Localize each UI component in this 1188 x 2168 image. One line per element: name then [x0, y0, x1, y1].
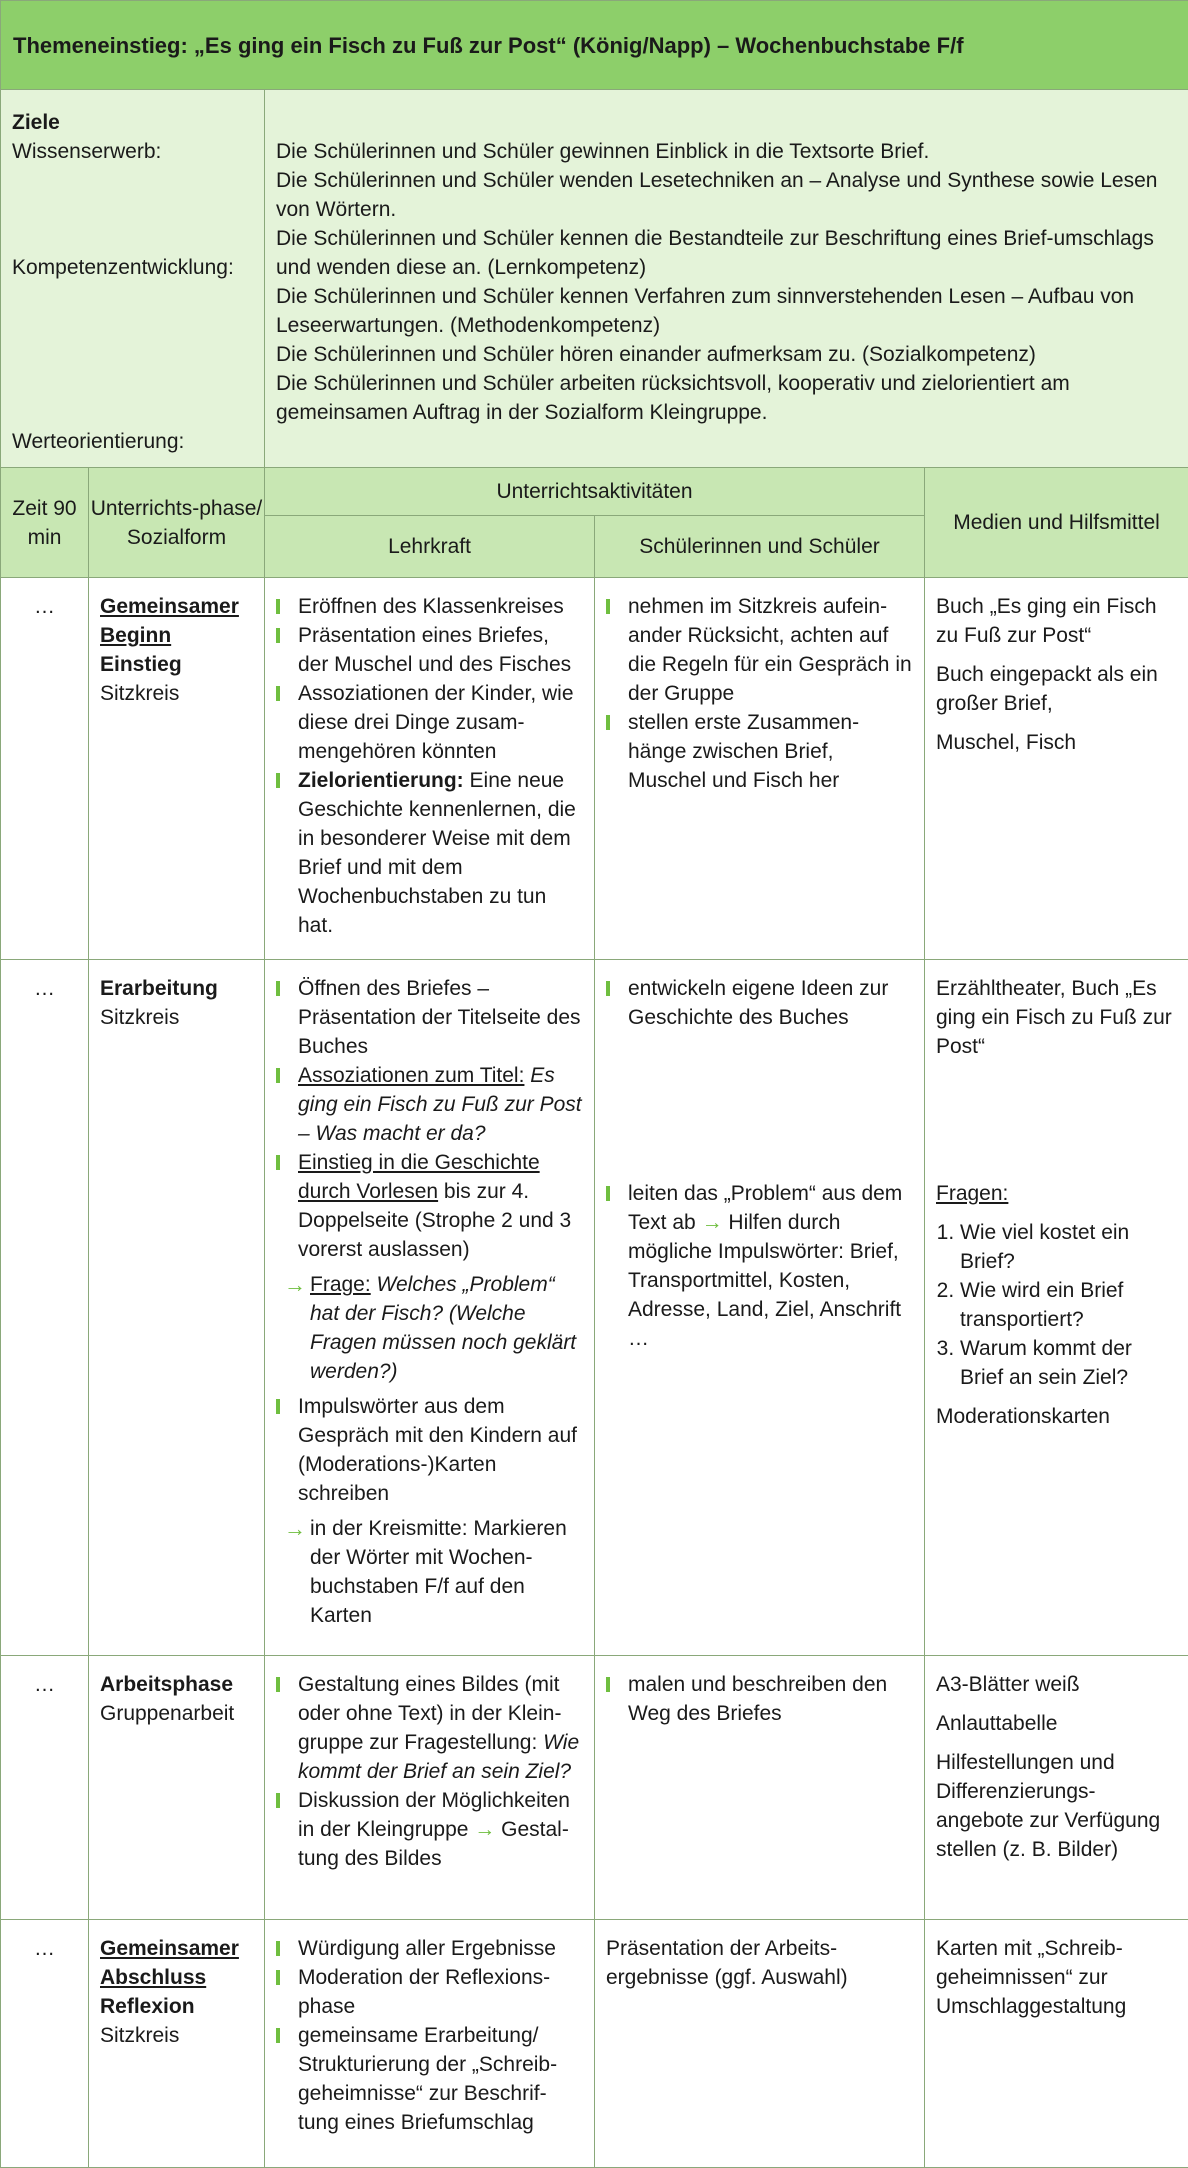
arrow-right-icon: →	[284, 1516, 306, 1541]
list-item: Assoziationen zum Titel: Es ging ein Fisch zu Fuß zur Post – Was macht er da?	[276, 1061, 583, 1148]
medium: Buch eingepackt als ein großer Brief,	[936, 663, 1158, 715]
header-phase: Unterrichts-phase/ Sozialform	[89, 468, 265, 578]
list-item: 2. Wie wird ein Brief transportiert?	[960, 1276, 1177, 1334]
medium: Muschel, Fisch	[936, 731, 1077, 754]
medium: Moderationskarten	[936, 1405, 1110, 1428]
schueler-cell	[595, 960, 925, 1656]
label-werte: Werteorientierung:	[12, 430, 185, 453]
ziel-text: Die Schülerinnen und Schüler arbeiten rücksichtsvoll, kooperativ und zielorientiert am gemeinsamen Auftrag in der Sozialform Kleingruppe.	[276, 372, 1070, 424]
table-row	[1, 1656, 1188, 1920]
list-item: Einstieg in die Geschichte durch Vorlesen bis zur 4. Doppelseite (Strophe 2 und 3 vorerst auslassen)	[276, 1148, 583, 1264]
zeit-cell: …	[1, 1920, 89, 2168]
list-item: entwickeln eigene Ideen zur Geschichte des Buches	[606, 974, 913, 1032]
medien-cell	[925, 1656, 1188, 1920]
arrow-right-icon: →	[284, 1272, 306, 1297]
list-item: Moderation der Reflexions-phase	[276, 1963, 583, 2021]
table-row	[1, 578, 1188, 960]
ziele-heading: Ziele	[12, 111, 60, 134]
list-item: Eröffnen des Klassenkreises	[276, 592, 583, 621]
arrow-right-icon: →	[474, 1818, 496, 1841]
lehrkraft-cell	[265, 1920, 595, 2168]
list-item: Gestaltung eines Bildes (mit oder ohne Text) in der Klein-gruppe zur Fragestellung: Wie kommt der Brief an sein Ziel?	[276, 1670, 583, 1786]
sozialform: Gruppenarbeit	[100, 1702, 235, 1725]
zeit-cell: …	[1, 1656, 89, 1920]
medium: A3-Blätter weiß	[936, 1673, 1080, 1696]
list-item: Präsentation der Arbeits-ergebnisse (ggf. Auswahl)	[606, 1937, 848, 1989]
header-lehrkraft: Lehrkraft	[265, 516, 595, 578]
list-item: Öffnen des Briefes – Präsentation der Titelseite des Buches	[276, 974, 583, 1061]
list-item: Zielorientierung: Eine neue Geschichte kennenlernen, die in besonderer Weise mit dem Brief und mit dem Wochenbuchstaben zu tun hat.	[276, 766, 583, 940]
sozialform: Sitzkreis	[100, 2024, 180, 2047]
phase-title: Gemeinsamer Abschluss	[100, 1937, 239, 1989]
list-item: stellen erste Zusammen-hänge zwischen Brief, Muschel und Fisch her	[606, 708, 913, 795]
schueler-cell	[595, 1656, 925, 1920]
list-item: Diskussion der Möglichkeiten in der Kleingruppe → Gestal-tung des Bildes	[276, 1786, 583, 1873]
header-schueler: Schülerinnen und Schüler	[595, 516, 925, 578]
list-item: Assoziationen der Kinder, wie diese drei Dinge zusam-mengehören könnten	[276, 679, 583, 766]
arrow-item: → Frage: Welches „Problem“ hat der Fisch? (Welche Fragen müssen noch geklärt werden?)	[284, 1272, 577, 1383]
header-aktivitaeten: Unterrichtsaktivitäten	[265, 468, 925, 516]
phase-cell	[89, 578, 265, 960]
arrow-item: → in der Kreismitte: Markieren der Wörter mit Wochen-buchstaben F/f auf den Karten	[284, 1516, 567, 1627]
medium: Erzähltheater, Buch „Es ging ein Fisch zu Fuß zur Post“	[936, 977, 1172, 1058]
ziel-text: Die Schülerinnen und Schüler wenden Lesetechniken an – Analyse und Synthese sowie Lesen von Wörtern.	[276, 169, 1158, 221]
phase-title: Gemeinsamer Beginn	[100, 595, 239, 647]
phase-cell	[89, 1656, 265, 1920]
ziel-text: Die Schülerinnen und Schüler kennen die Bestandteile zur Beschriftung eines Brief-umschlags und wenden diese an. (Lernkompetenz)	[276, 227, 1154, 279]
list-item: nehmen im Sitzkreis aufein-ander Rücksicht, achten auf die Regeln für ein Gespräch in der Gruppe	[606, 592, 913, 708]
list-item: 3. Warum kommt der Brief an sein Ziel?	[960, 1334, 1177, 1392]
list-item: 1. Wie viel kostet ein Brief?	[960, 1218, 1177, 1276]
label-kompetenz: Kompetenzentwicklung:	[12, 256, 234, 279]
ziel-text: Die Schülerinnen und Schüler hören einander aufmerksam zu. (Sozialkompetenz)	[276, 343, 1036, 366]
medium: Anlauttabelle	[936, 1712, 1058, 1735]
sozialform: Sitzkreis	[100, 1006, 180, 1029]
list-item: gemeinsame Erarbeitung/ Strukturierung der „Schreib-geheimnisse“ zur Beschrif-tung eines Briefumschlag	[276, 2021, 583, 2137]
medium: Buch „Es ging ein Fisch zu Fuß zur Post“	[936, 595, 1157, 647]
medium: Karten mit „Schreib-geheimnissen“ zur Umschlaggestaltung	[936, 1937, 1127, 2018]
phase-cell	[89, 1920, 265, 2168]
medium: Hilfestellungen und Differenzierungs-angebote zur Verfügung stellen (z. B. Bilder)	[936, 1751, 1161, 1861]
ziel-text: Die Schülerinnen und Schüler gewinnen Einblick in die Textsorte Brief.	[276, 140, 930, 163]
phase-subtitle: Erarbeitung	[100, 977, 218, 1000]
medien-cell	[925, 1920, 1188, 2168]
table-row	[1, 960, 1188, 1656]
medien-cell	[925, 960, 1188, 1656]
ziel-text: Die Schülerinnen und Schüler kennen Verfahren zum sinnverstehenden Lesen – Aufbau von Leseerwartungen. (Methodenkompetenz)	[276, 285, 1135, 337]
table-row	[1, 1920, 1188, 2168]
zeit-cell: …	[1, 578, 89, 960]
list-item: malen und beschreiben den Weg des Briefes	[606, 1670, 913, 1728]
lehrkraft-cell	[265, 1656, 595, 1920]
medium: Fragen:	[936, 1182, 1009, 1205]
arrow-right-icon: →	[701, 1211, 723, 1234]
lehrkraft-cell	[265, 960, 595, 1656]
phase-subtitle: Einstieg	[100, 653, 182, 676]
schueler-cell	[595, 1920, 925, 2168]
ziele-labels	[1, 90, 265, 468]
ziele-content	[265, 90, 1188, 468]
lehrkraft-cell	[265, 578, 595, 960]
list-item: Impulswörter aus dem Gespräch mit den Kindern auf (Moderations-)Karten schreiben	[276, 1392, 583, 1508]
list-item: leiten das „Problem“ aus dem Text ab → Hilfen durch mögliche Impulswörter: Brief, Transportmittel, Kosten, Adresse, Land, Ziel, Anschrift …	[606, 1179, 913, 1353]
header-zeit: Zeit 90 min	[1, 468, 89, 578]
schueler-cell	[595, 578, 925, 960]
medien-cell	[925, 578, 1188, 960]
phase-cell	[89, 960, 265, 1656]
list-item: Würdigung aller Ergebnisse	[276, 1934, 583, 1963]
list-item: Präsentation eines Briefes, der Muschel und des Fisches	[276, 621, 583, 679]
phase-subtitle: Arbeitsphase	[100, 1673, 234, 1696]
header-medien: Medien und Hilfsmittel	[925, 468, 1188, 578]
phase-subtitle: Reflexion	[100, 1995, 195, 2018]
sozialform: Sitzkreis	[100, 682, 180, 705]
zeit-cell: …	[1, 960, 89, 1656]
question-list	[936, 1218, 1177, 1392]
page-title: Themeneinstieg: „Es ging ein Fisch zu Fuß zur Post“ (König/Napp) – Wochenbuchstabe F/f	[1, 1, 1188, 90]
label-wissenserwerb: Wissenserwerb:	[12, 140, 162, 163]
